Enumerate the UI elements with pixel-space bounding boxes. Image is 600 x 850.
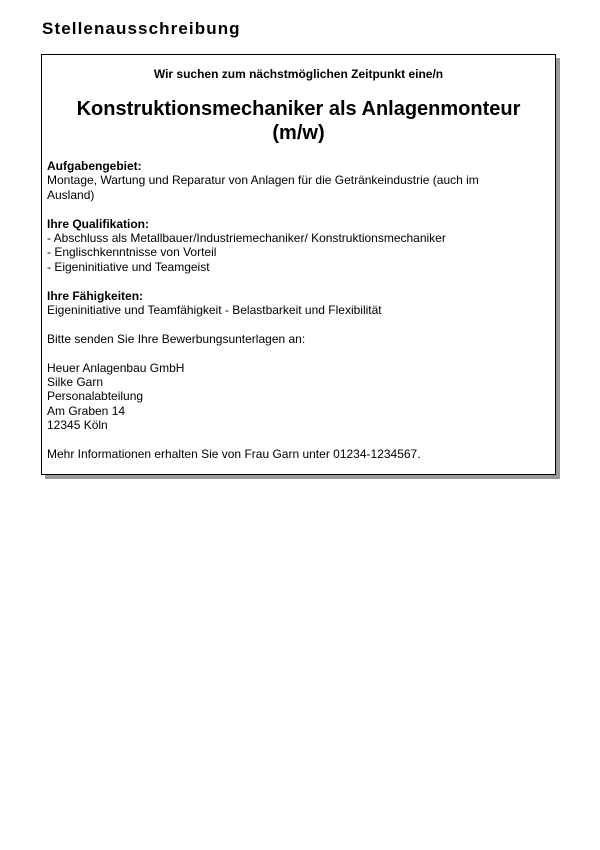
address-block	[47, 361, 547, 433]
section-heading: Ihre Qualifikation:	[47, 216, 150, 231]
section-line: Eigeninitiative und Teamfähigkeit - Belastbarkeit und Flexibilität	[47, 303, 382, 318]
address-department: Personalabteilung	[47, 389, 144, 404]
address-street: Am Graben 14	[47, 403, 126, 418]
job-title	[42, 97, 555, 145]
job-ad-box	[41, 54, 556, 475]
application-text: Bitte senden Sie Ihre Bewerbungsunterlagen an:	[47, 331, 306, 346]
address-company: Heuer Anlagenbau GmbH	[47, 360, 185, 375]
section-line: - Englischkenntnisse von Vorteil	[47, 245, 217, 260]
address-city: 12345 Köln	[47, 418, 108, 433]
section-line: Ausland)	[47, 187, 95, 202]
page-heading: Stellenausschreibung	[42, 19, 241, 38]
job-title-line-2: (m/w)	[272, 122, 325, 144]
section-aufgabengebiet	[47, 159, 547, 202]
section-qualifikation	[47, 217, 547, 275]
section-line: - Abschluss als Metallbauer/Industriemechaniker/ Konstruktionsmechaniker	[47, 231, 446, 246]
section-faehigkeiten	[47, 289, 547, 318]
address-contact-person: Silke Garn	[47, 375, 104, 390]
ad-content	[47, 159, 547, 476]
section-heading: Ihre Fähigkeiten:	[47, 288, 144, 303]
contact-text: Mehr Informationen erhalten Sie von Frau Garn unter 01234-1234567.	[47, 447, 421, 462]
section-line: - Eigeninitiative und Teamgeist	[47, 259, 210, 274]
job-title-line-1: Konstruktionsmechaniker als Anlagenmonteur	[76, 98, 521, 120]
section-line: Montage, Wartung und Reparatur von Anlagen für die Getränkeindustrie (auch im	[47, 173, 479, 188]
section-heading: Aufgabengebiet:	[47, 159, 142, 173]
intro-text: Wir suchen zum nächstmöglichen Zeitpunkt eine/n	[153, 67, 444, 81]
